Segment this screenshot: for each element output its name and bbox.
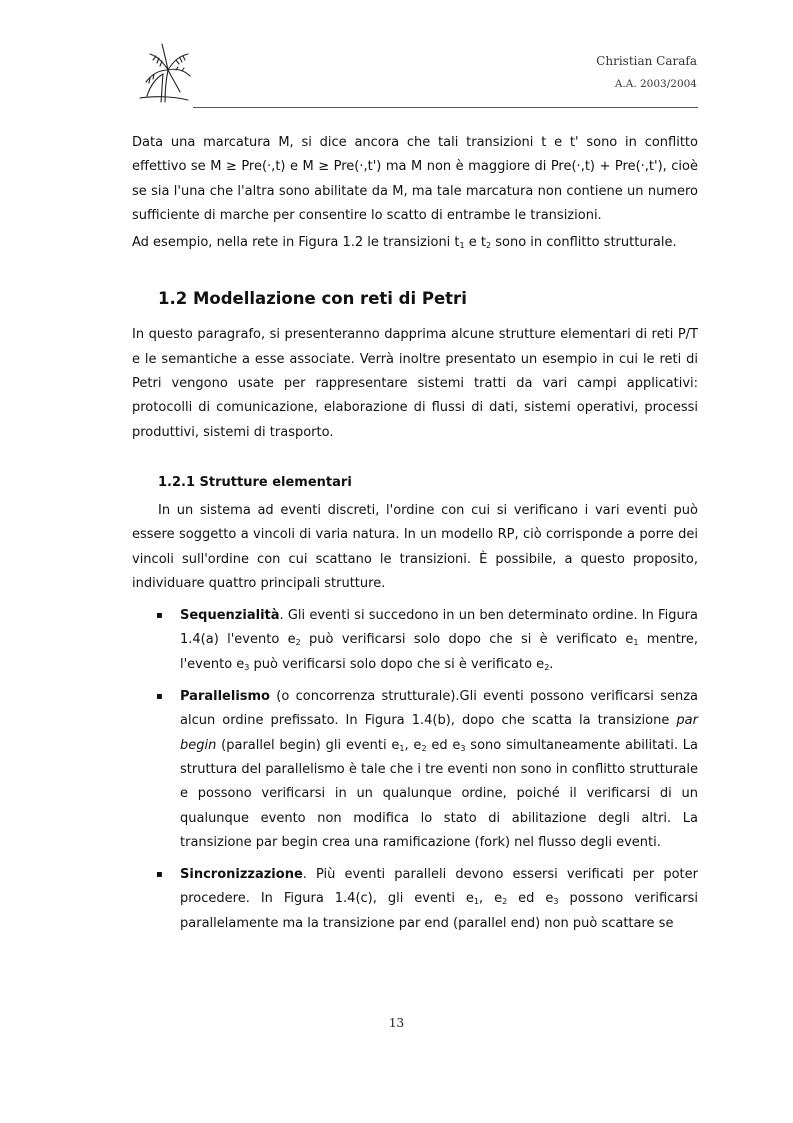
structures-list [132,604,698,936]
paragraph-conflitto-effettivo: Data una marcatura M, si dice ancora che tali transizioni t e t' sono in conflitto effettivo se M ≥ Pre(·,t) e M ≥ Pre(·,t') ma M non è maggiore di Pre(·,t) + Pre(·,t'), cioè se sia l'una che l'altra sono abilitate da M, ma tale marcatura non contiene un numero sufficiente di marche per consentire lo scatto di entrambe le transizioni. [132,135,698,223]
bullet-icon: ▪ [156,691,163,703]
header-author: Christian Carafa [596,54,697,68]
header-year: A.A. 2003/2004 [614,78,697,90]
subsection-heading: 1.2.1 Strutture elementari [158,474,352,490]
list-item-sincronizzazione: ▪ Sincronizzazione. Più eventi paralleli devono essersi verificati per poter procedere. In Figura 1.4(c), gli eventi $e_1$, $e_2$ ed $e_3$ possono verificarsi parallelamente ma la transizione par end (parallel end) non può scattare se [132,863,698,936]
bullet-icon: ▪ [156,869,163,881]
list-item-sequenzialita: ▪ Sequenzialità. Gli eventi si succedono in un ben determinato ordine. In Figura 1.4(a) l'evento $e_2$ può verificarsi solo dopo che si è verificato $e_1$ mentre, l'evento $e_3$ può verificarsi solo dopo che si è verificato $e_2$. [132,604,698,677]
paragraph-esempio: Ad esempio, nella rete in Figura 1.2 le transizioni $t_1$ e $t_2$ sono in conflitto strutturale. [132,235,677,251]
paragraph-strutture: In un sistema ad eventi discreti, l'ordine con cui si verificano i vari eventi può essere soggetto a vincoli di varia natura. In un modello RP, ciò corrisponde a porre dei vincoli sull'ordine con cui scattano le transizioni. È possibile, a questo proposito, individuare quattro principali strutture. [132,502,698,591]
palm-tree-logo [132,42,192,104]
page-body [132,131,698,944]
paragraph-intro: In questo paragrafo, si presenteranno dapprima alcune strutture elementari di reti P/T e le semantiche a esse associate. Verrà inoltre presentato un esempio in cui le reti di Petri vengono usate per rappresentare sistemi tratti da vari campi applicativi: protocolli di comunicazione, elaborazione di flussi di dati, sistemi operativi, processi produttivi, sistemi di trasporto. [132,327,698,440]
header-rule [193,107,698,108]
bullet-icon: ▪ [156,610,163,622]
list-item-parallelismo: ▪ Parallelismo (o concorrenza strutturale).Gli eventi possono verificarsi senza alcun ordine prefissato. In Figura 1.4(b), dopo che scatta la transizione par begin (parallel begin) gli eventi $e_1$, $e_2$ ed $e_3$ sono simultaneamente abilitati. La struttura del parallelismo è tale che i tre eventi non sono in conflitto strutturale e possono verificarsi in un qualunque ordine, poiché il verificarsi di un qualunque evento non modifica lo stato di abilitazione degli altri. La transizione par begin crea una ramificazione (fork) nel flusso degli eventi. [132,685,698,855]
section-heading: 1.2 Modellazione con reti di Petri [158,289,467,309]
page-number: 13 [388,1016,405,1030]
